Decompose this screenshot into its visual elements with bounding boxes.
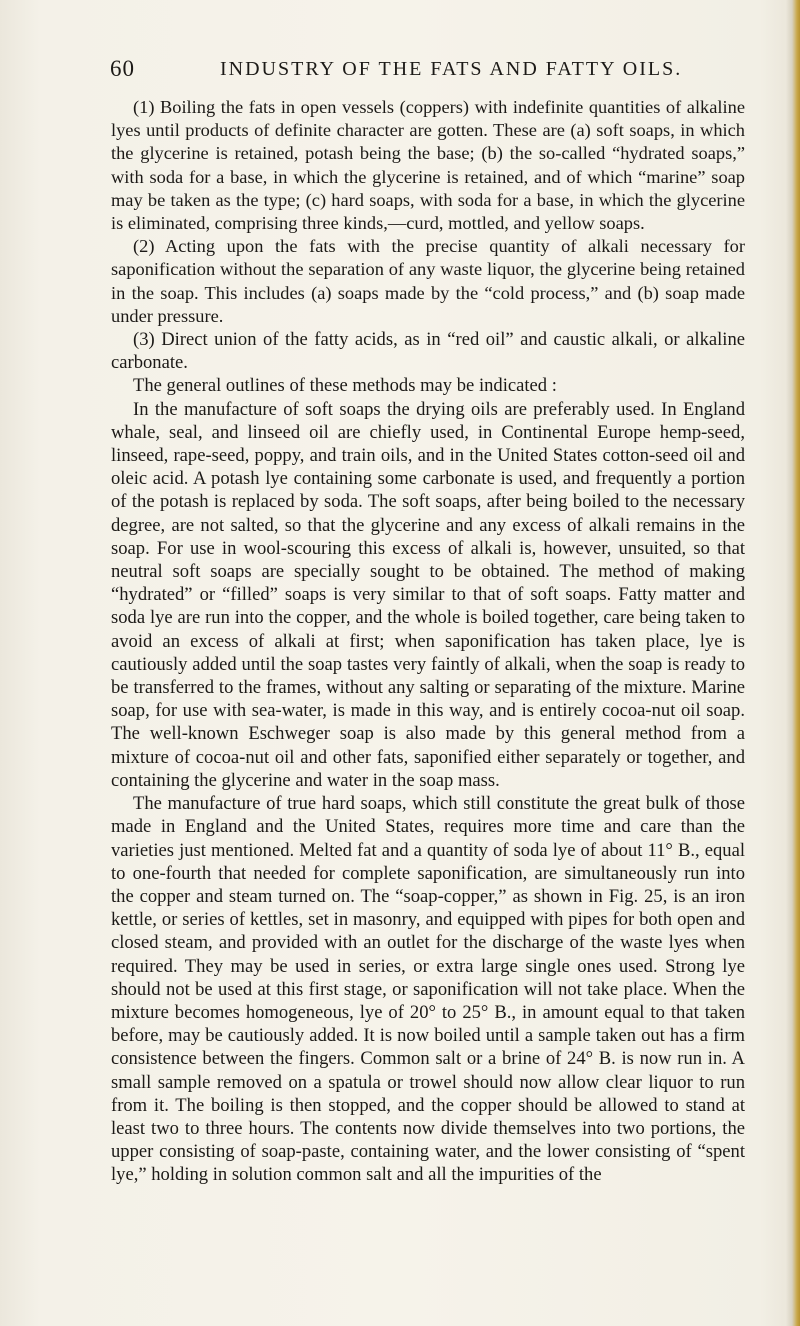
paragraph-outline-intro: The general outlines of these methods may be indicated : [133,375,557,397]
paragraph-soft-soaps: In the manufacture of soft soaps the drying oils are preferably used. In England whale, seal, and linseed oil are chiefly used, in Continental Europe hemp-seed, linseed, rape-seed, poppy, and train oils, and in the United States cotton-seed oil and oleic acid. A potash lye containing some carbonate is used, and frequently a portion of the potash is replaced by soda. The soft soaps, after being boiled to the necessary degree, are not salted, so that the glycerine and any excess of alkali remains in the soap. For use in wool-scouring this excess of alkali is, however, unsuited, so that neutral soft soaps are specially sought to be obtained. The method of making “hydrated” or “filled” soaps is very similar to that of soft soaps. Fatty matter and soda lye are run into the copper, and the whole is boiled together, care being taken to avoid an excess of alkali at first; when saponification has taken place, lye is cautiously added until the soap tastes very faintly of alkali, when the soap is ready to be transferred to the frames, without any salting or separating of the mixture. Marine soap, for use with sea-water, is made in this way, and is entirely cocoa-nut oil soap. The well-known Eschweger soap is also made by this general method from a mixture of cocoa-nut oil and other fats, saponified either separately or together, and containing the glycerine and water in the soap mass. [111,398,745,791]
body-text [111,96,745,1187]
page-number: 60 [110,56,135,81]
page-header [110,56,730,84]
paragraph-method-3: (3) Direct union of the fatty acids, as in “red oil” and caustic alkali, or alkaline carbonate. [111,329,745,374]
running-title: INDUSTRY OF THE FATS AND FATTY OILS. [220,58,683,80]
paragraph-method-1: (1) Boiling the fats in open vessels (coppers) with indefinite quantities of alkaline lyes until products of definite character are gotten. These are (a) soft soaps, in which the glycerine is retained, potash being the base; (b) the so-called “hydrated soaps,” with soda for a base, in which the glycerine is retained, and of which “marine” soap may be taken as the type; (c) hard soaps, with soda for a base, in which the glycerine is eliminated, comprising three kinds,—curd, mottled, and yellow soaps. [111,97,745,234]
gilt-page-edge [786,0,800,1326]
paragraph-method-2: (2) Acting upon the fats with the precise quantity of alkali necessary for saponification without the separation of any waste liquor, the glycerine being retained in the soap. This includes (a) soaps made by the “cold process,” and (b) soap made under pressure. [111,236,745,326]
paragraph-hard-soaps: The manufacture of true hard soaps, which still constitute the great bulk of those made in England and the United States, requires more time and care than the varieties just mentioned. Melted fat and a quantity of soda lye of about 11° B., equal to one-fourth that needed for complete saponification, are simultaneously run into the copper and steam turned on. The “soap-copper,” as shown in Fig. 25, is an iron kettle, or series of kettles, set in masonry, and equipped with pipes for both open and closed steam, and provided with an outlet for the discharge of the waste lyes when required. They may be used in series, or extra large single ones used. Strong lye should not be used at this first stage, or saponification will not take place. When the mixture becomes homogeneous, lye of 20° to 25° B., in amount equal to that taken before, may be cautiously added. It is now boiled until a sample taken out has a firm consistence between the fingers. Common salt or a brine of 24° B. is now run in. A small sample removed on a spatula or trowel should now allow clear liquor to run from it. The boiling is then stopped, and the copper should be allowed to stand at least two to three hours. The contents now divide themselves into two portions, the upper consisting of soap-paste, containing water, and the lower consisting of “spent lye,” holding in solution common salt and all the impurities of the [111,793,745,1186]
